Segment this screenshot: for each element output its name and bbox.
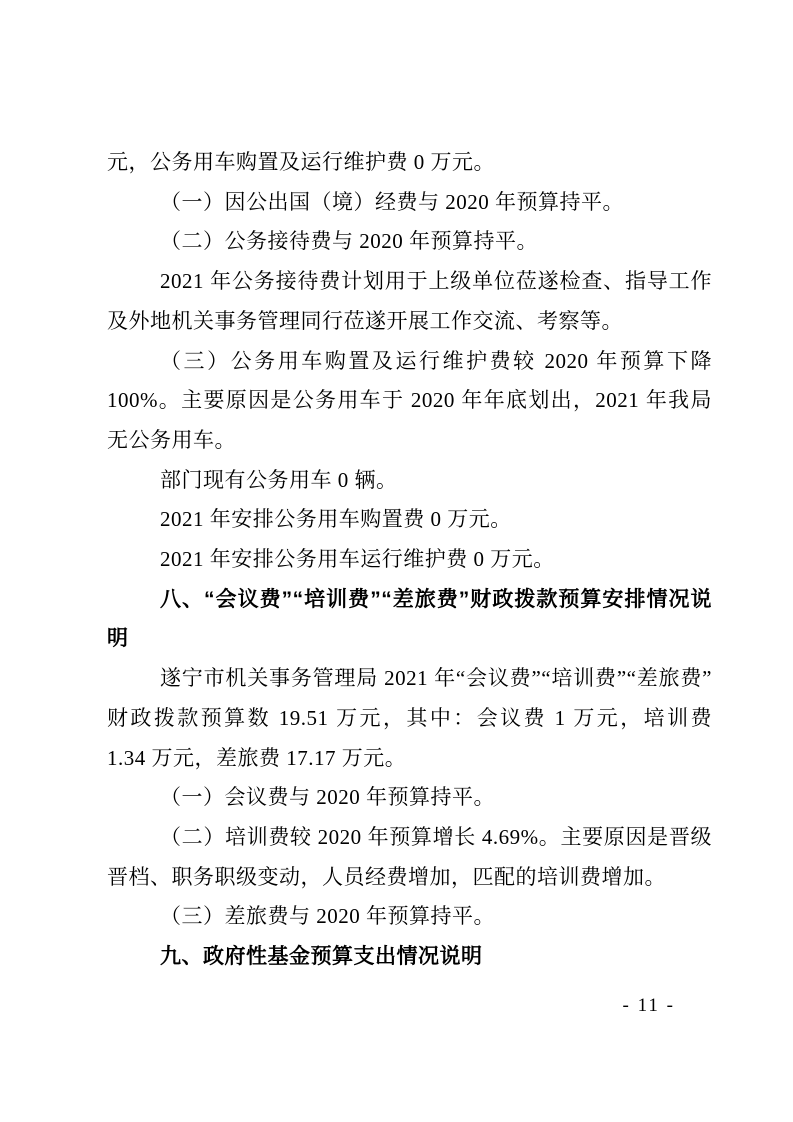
- document-line: 2021 年公务接待费计划用于上级单位莅遂检查、指导工作: [160, 269, 712, 294]
- document-line: 元，公务用车购置及运行维护费 0 万元。: [107, 150, 495, 174]
- document-line: 2021 年安排公务用车运行维护费 0 万元。: [160, 547, 555, 572]
- document-line: （一）因公出国（境）经费与 2020 年预算持平。: [160, 189, 624, 214]
- document-line: （二）培训费较 2020 年预算增长 4.69%。主要原因是晋级: [160, 824, 712, 849]
- document-line: 1.34 万元，差旅费 17.17 万元。: [107, 745, 407, 770]
- document-heading-line: 九、政府性基金预算支出情况说明: [160, 945, 483, 969]
- document-line: 部门现有公务用车 0 辆。: [160, 467, 398, 492]
- document-heading-line: 八、“会议费”“培训费”“差旅费”财政拨款预算安排情况说: [160, 587, 712, 611]
- document-line: 晋档、职务职级变动，人员经费增加，匹配的培训费增加。: [107, 864, 666, 889]
- document-line: 2021 年安排公务用车购置费 0 万元。: [160, 507, 512, 532]
- document-line: （一）会议费与 2020 年预算持平。: [160, 785, 495, 810]
- document-line: 100%。主要原因是公务用车于 2020 年年底划出，2021 年我局: [107, 388, 712, 413]
- document-heading-line: 明: [107, 627, 129, 651]
- document-line: （三）差旅费与 2020 年预算持平。: [160, 904, 495, 929]
- page-number: - 11 -: [622, 995, 675, 1016]
- document-line: 无公务用车。: [107, 427, 236, 452]
- document-body: [107, 143, 712, 977]
- document-line: （二）公务接待费与 2020 年预算持平。: [160, 229, 538, 254]
- document-line: 财政拨款预算数 19.51 万元，其中：会议费 1 万元，培训费: [107, 705, 712, 730]
- document-line: （三）公务用车购置及运行维护费较 2020 年预算下降: [160, 348, 712, 373]
- document-line: 遂宁市机关事务管理局 2021 年“会议费”“培训费”“差旅费”: [160, 666, 712, 691]
- document-line: 及外地机关事务管理同行莅遂开展工作交流、考察等。: [107, 308, 623, 333]
